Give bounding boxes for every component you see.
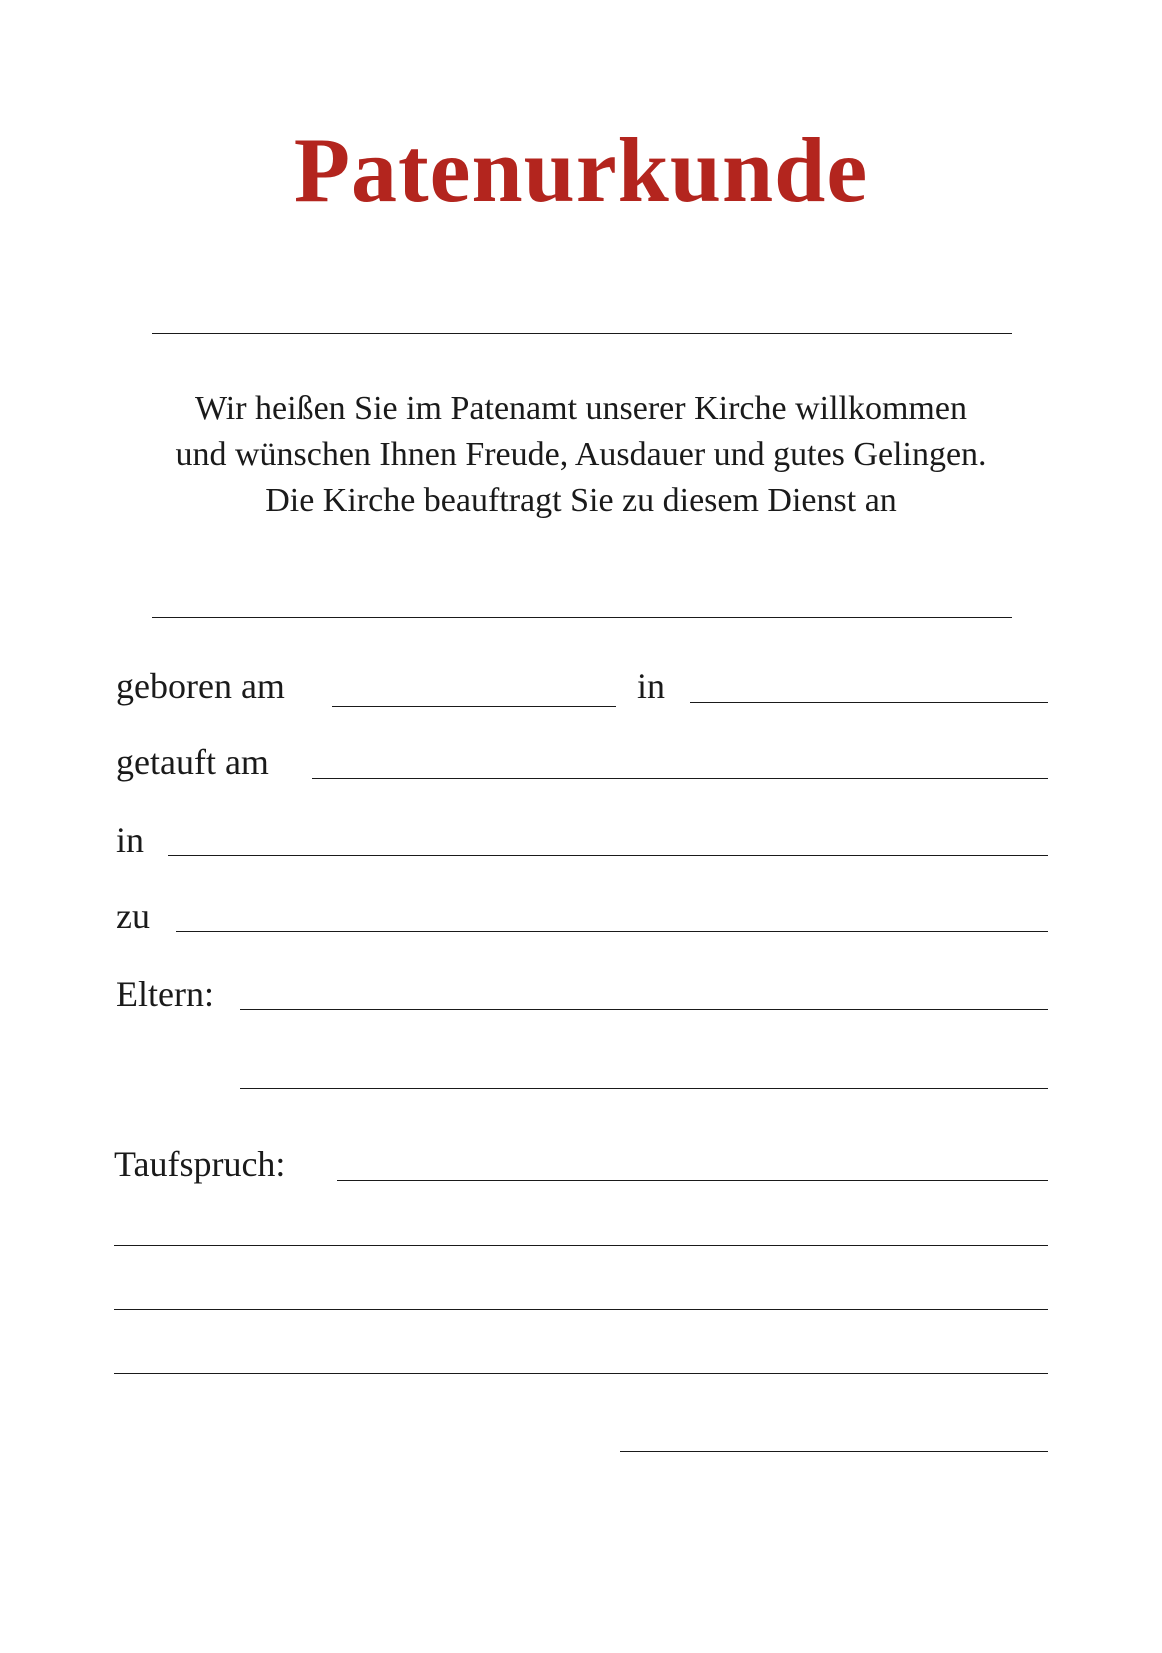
child-name-line[interactable] <box>152 617 1012 618</box>
church-label: zu <box>116 896 150 936</box>
baptism-verse-line-3[interactable] <box>114 1309 1048 1310</box>
baptism-place-line[interactable] <box>168 855 1048 856</box>
baptism-date-line[interactable] <box>312 778 1048 779</box>
birth-place-line[interactable] <box>690 702 1048 703</box>
geboren-am-label: geboren am <box>116 666 285 706</box>
baptism-place-label: in <box>116 820 145 860</box>
baptism-verse-label: Taufspruch: <box>114 1144 286 1184</box>
baptism-verse-line-1[interactable] <box>337 1180 1048 1181</box>
certificate-title: Patenurkunde <box>293 119 869 221</box>
intro-line-1: Wir heißen Sie im Patenamt unserer Kirche willkommen <box>195 390 967 427</box>
baptism-verse-line-4[interactable] <box>114 1373 1048 1374</box>
intro-line-3: Die Kirche beauftragt Sie zu diesem Dienst an <box>265 482 897 519</box>
intro-line-2: und wünschen Ihnen Freude, Ausdauer und gutes Gelingen. <box>175 436 987 473</box>
church-line[interactable] <box>176 931 1048 932</box>
birth-date-line[interactable] <box>332 706 616 707</box>
intro-text <box>0 386 1162 524</box>
birth-place-label: in <box>637 666 666 706</box>
signature-line[interactable] <box>620 1451 1048 1452</box>
parents-line-2[interactable] <box>240 1088 1048 1089</box>
parents-line-1[interactable] <box>240 1009 1048 1010</box>
parents-label: Eltern: <box>116 974 214 1014</box>
getauft-am-label: getauft am <box>116 742 269 782</box>
baptism-verse-line-2[interactable] <box>114 1245 1048 1246</box>
name-line[interactable] <box>152 333 1012 334</box>
